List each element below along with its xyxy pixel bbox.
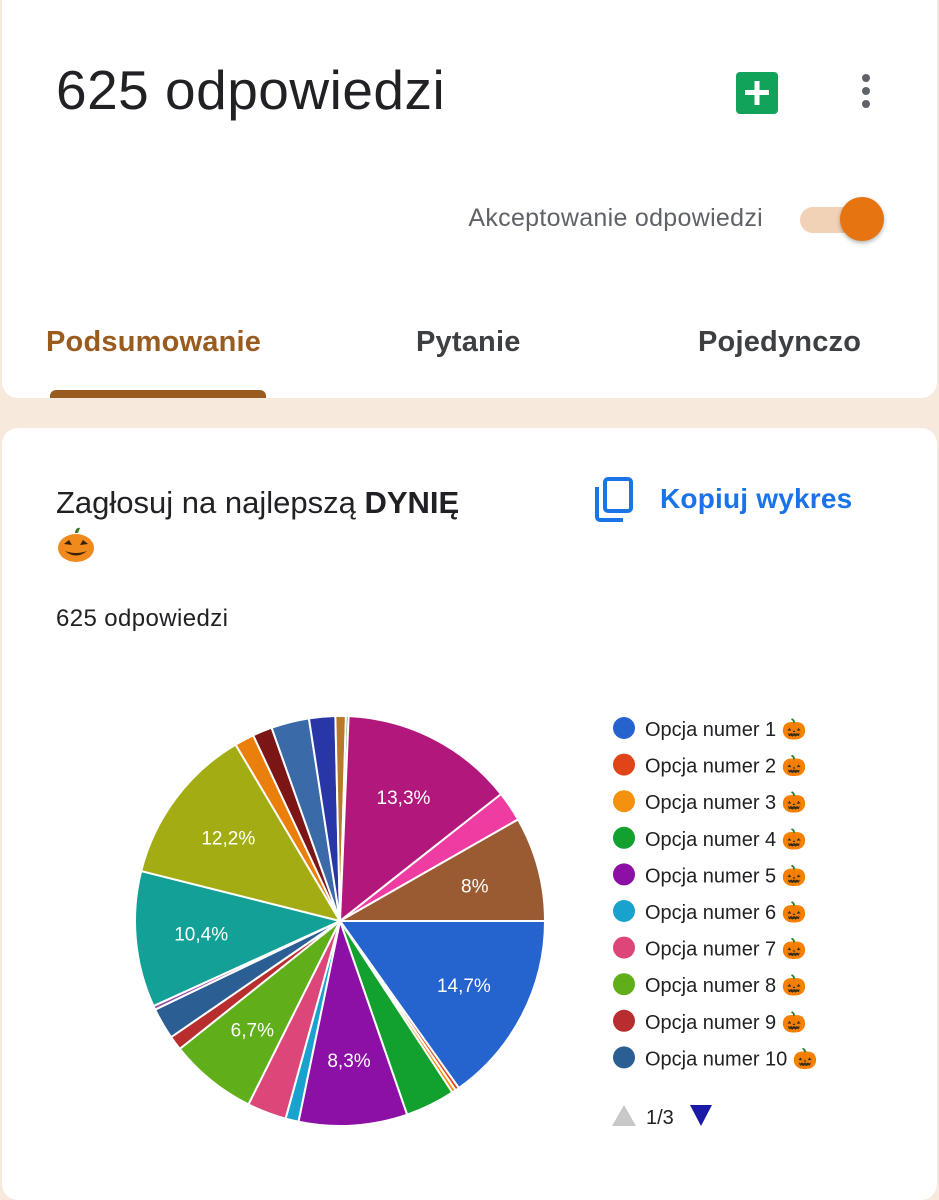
legend-pager — [612, 1105, 712, 1129]
legend-swatch — [613, 973, 635, 995]
triangle-up-icon[interactable] — [612, 1105, 636, 1126]
legend-swatch — [613, 1046, 635, 1068]
pie-slice-label-12: 10,4% — [174, 924, 229, 946]
legend-item — [613, 900, 807, 924]
legend-label: Opcja numer 6 🎃 — [645, 902, 807, 924]
legend-swatch — [613, 754, 635, 776]
pie-slice-label-8: 6,7% — [230, 1020, 274, 1042]
accepting-responses-label: Akceptowanie odpowiedzi — [468, 204, 763, 232]
legend-item — [613, 973, 807, 997]
triangle-down-icon[interactable] — [690, 1105, 712, 1126]
legend-swatch — [613, 937, 635, 959]
chart-legend — [613, 717, 818, 1070]
response-count-title: 625 odpowiedzi — [56, 59, 446, 121]
legend-item — [613, 754, 807, 778]
legend-label: Opcja numer 7 🎃 — [645, 938, 807, 961]
pie-slice-label-1: 14,7% — [436, 975, 491, 997]
legend-item — [613, 790, 807, 814]
legend-label: Opcja numer 1 🎃 — [645, 719, 807, 741]
legend-label: Opcja numer 4 🎃 — [645, 828, 807, 851]
legend-item — [613, 1010, 807, 1034]
legend-swatch — [613, 863, 635, 885]
tab-question[interactable]: Pytanie — [416, 326, 521, 358]
legend-label: Opcja numer 9 🎃 — [645, 1011, 807, 1034]
legend-label: Opcja numer 10 🎃 — [645, 1048, 818, 1071]
legend-swatch — [613, 900, 635, 922]
legend-swatch — [613, 827, 635, 849]
legend-item — [613, 827, 807, 851]
pie-slice-label-5: 8,3% — [327, 1051, 371, 1073]
pie-slice-label-22: 8% — [461, 876, 489, 898]
question-response-count: 625 odpowiedzi — [56, 605, 229, 632]
legend-swatch — [613, 717, 635, 739]
legend-item — [613, 863, 807, 887]
legend-item — [613, 1046, 818, 1070]
question-title-bold: DYNIĘ — [364, 485, 460, 520]
legend-label: Opcja numer 3 🎃 — [645, 792, 807, 815]
tab-summary[interactable]: Podsumowanie — [46, 326, 262, 358]
copy-chart-label: Kopiuj wykres — [660, 483, 853, 514]
question-title-text: Zagłosuj na najlepszą — [56, 485, 356, 520]
legend-swatch — [613, 790, 635, 812]
pie-slice-label-20: 13,3% — [376, 787, 431, 809]
legend-page-indicator: 1/3 — [646, 1107, 674, 1129]
legend-label: Opcja numer 8 🎃 — [645, 975, 807, 998]
legend-label: Opcja numer 2 🎃 — [645, 755, 807, 778]
legend-item — [613, 937, 807, 961]
pie-slice-label-13: 12,2% — [201, 828, 256, 850]
tab-individual[interactable]: Pojedynczo — [698, 326, 862, 358]
legend-label: Opcja numer 5 🎃 — [645, 865, 807, 888]
legend-swatch — [613, 1010, 635, 1032]
legend-item — [613, 717, 807, 741]
